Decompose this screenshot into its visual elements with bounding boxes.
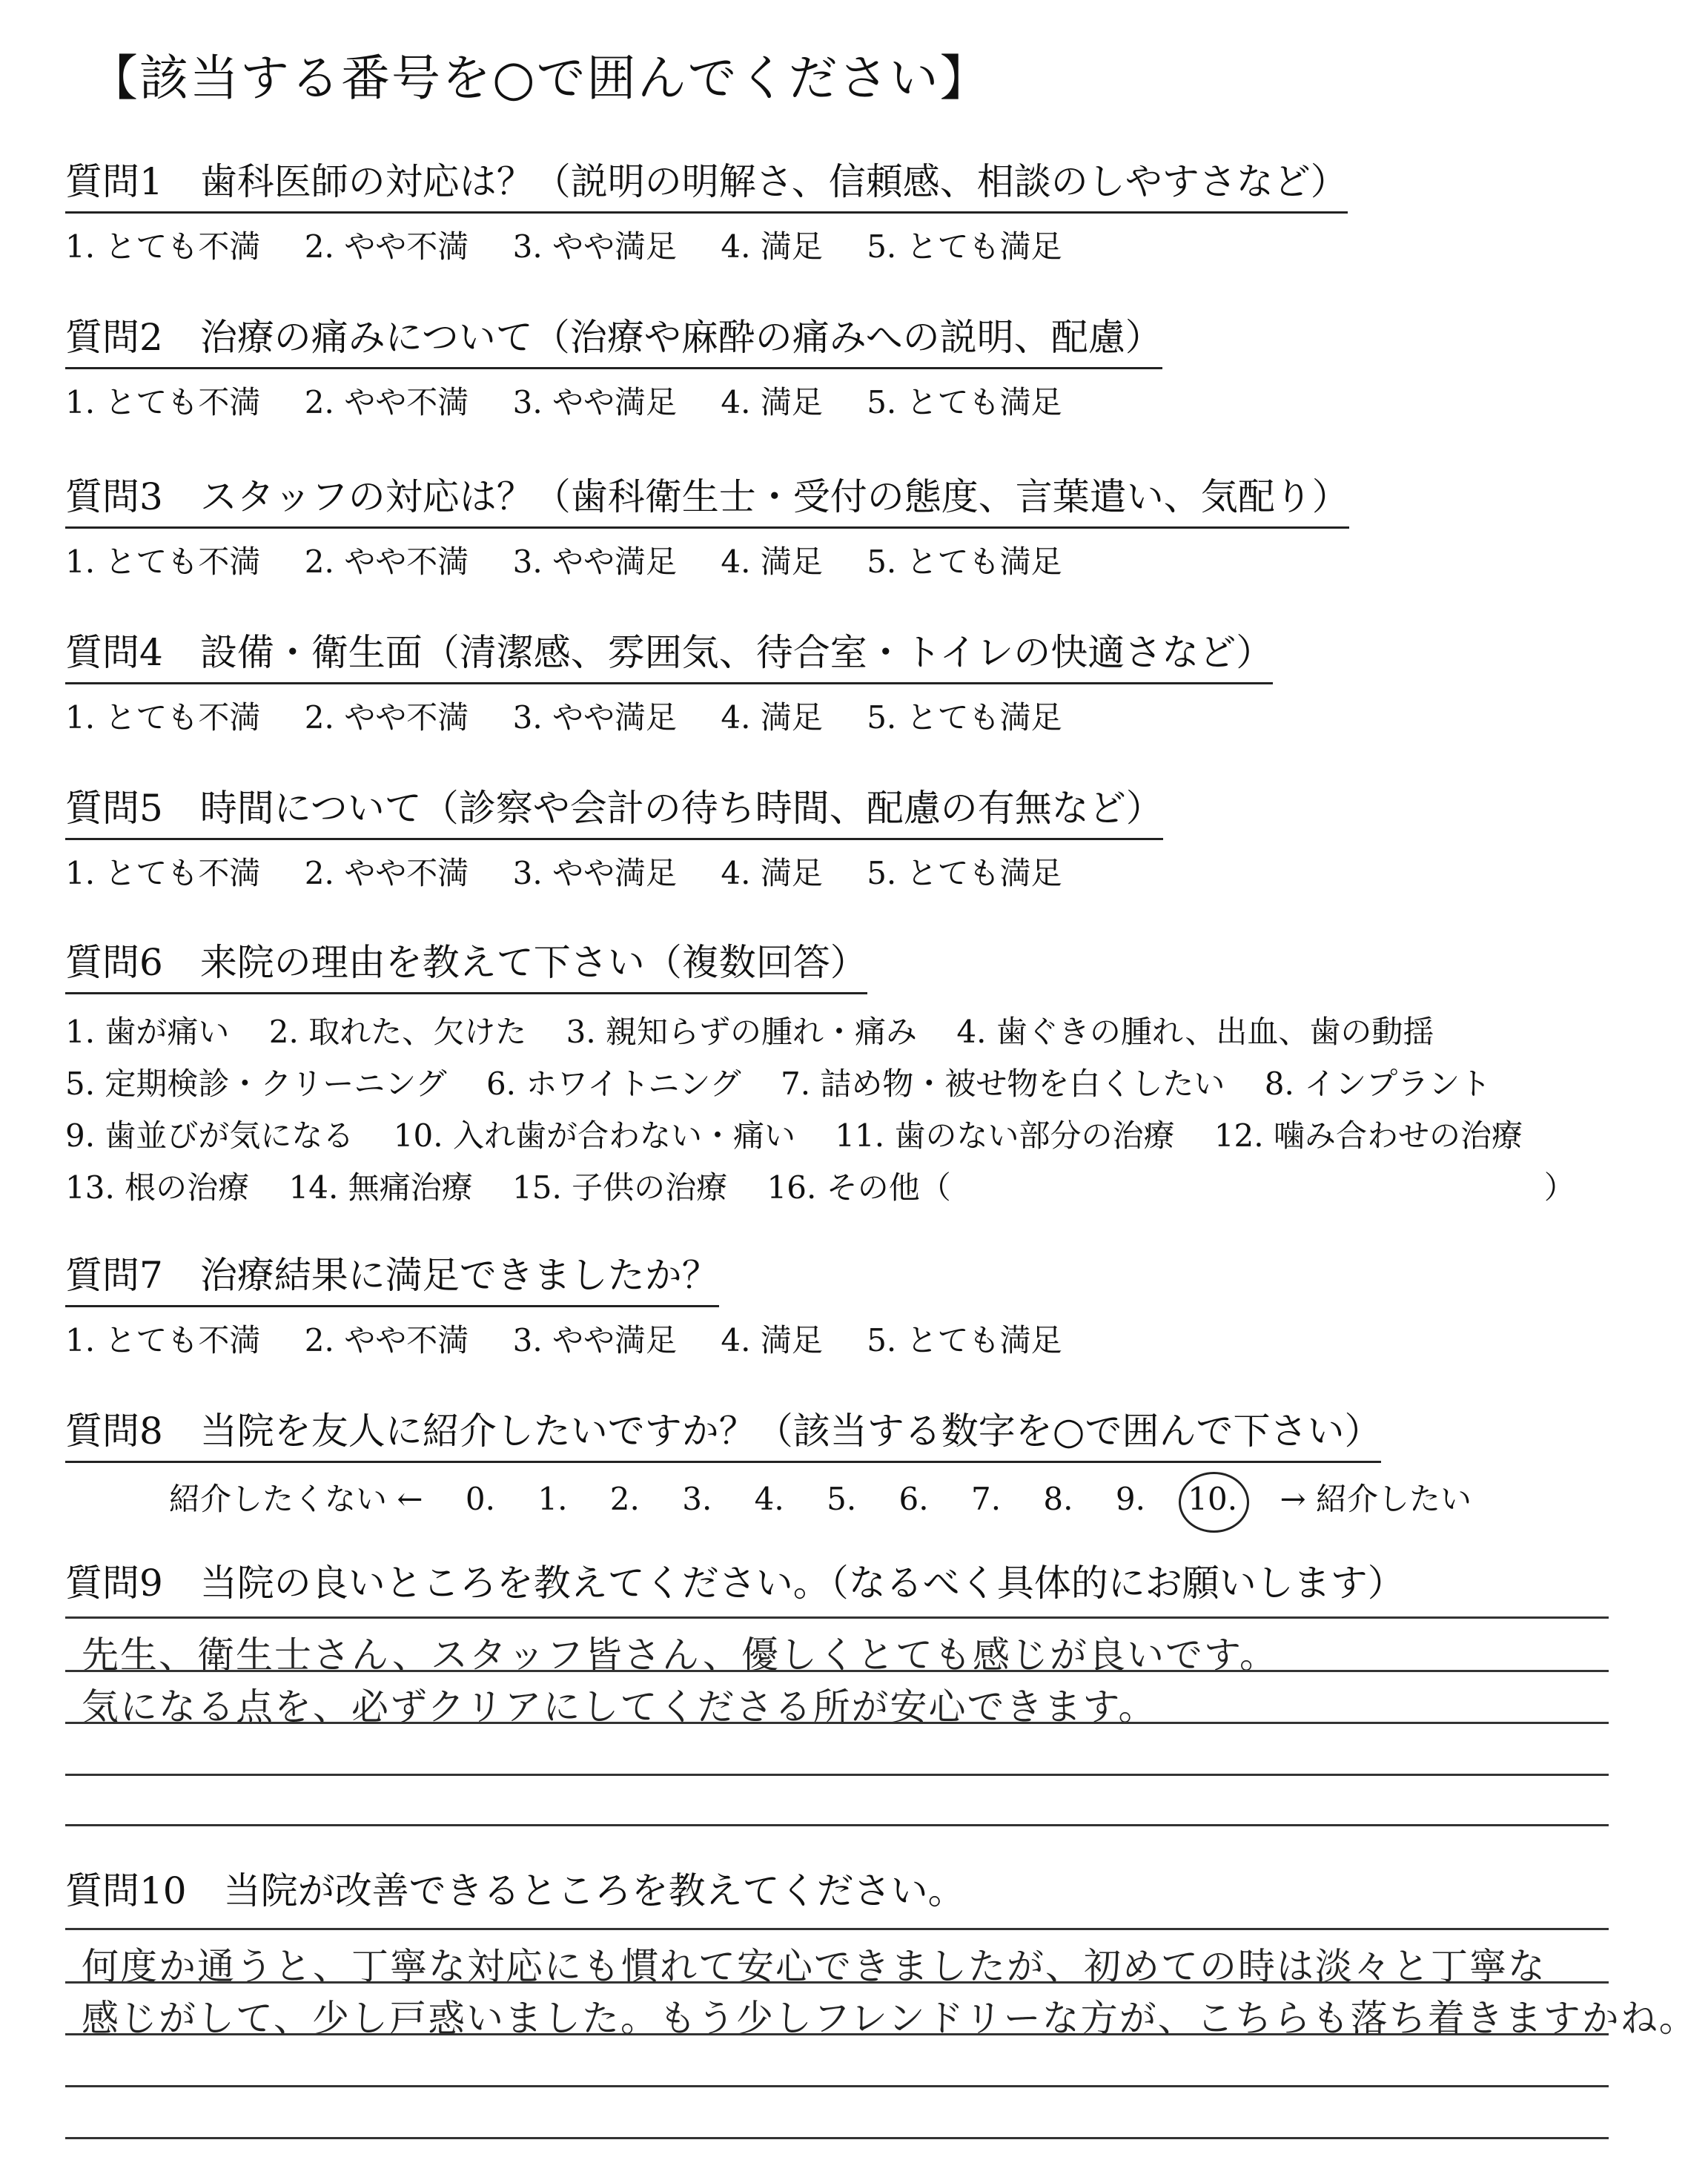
- question-8-heading: [65, 1401, 1381, 1463]
- options-line-2: [65, 1058, 1575, 1110]
- question-10: [65, 1861, 965, 1920]
- scale-point-9[interactable]: 9.: [1115, 1481, 1145, 1517]
- options-row: [65, 1316, 1096, 1361]
- option-15-selected[interactable]: 15. 子供の治療: [512, 1169, 728, 1206]
- option-12[interactable]: 12. 噛み合わせの治療: [1214, 1117, 1523, 1154]
- scale-right-label: → 紹介したい: [1280, 1481, 1472, 1517]
- answer-line: [65, 1774, 1609, 1776]
- option-3[interactable]: 3. やや満足: [512, 384, 678, 420]
- scale-point-5[interactable]: 5.: [827, 1481, 857, 1517]
- option-6[interactable]: 6. ホワイトニング: [486, 1066, 741, 1102]
- options-row: [65, 538, 1349, 582]
- option-2[interactable]: 2. やや不満: [304, 228, 469, 265]
- question-text: 時間について（診察や会計の待ち時間、配慮の有無など）: [199, 787, 1163, 830]
- option-2[interactable]: 2. やや不満: [304, 384, 469, 420]
- scale-point-2[interactable]: 2.: [609, 1481, 640, 1517]
- question-text: 当院が改善できるところを教えてください。: [223, 1869, 965, 1912]
- question-number: 質問9: [65, 1562, 163, 1605]
- answer-line: [65, 1981, 1609, 1984]
- scale-point-0[interactable]: 0.: [465, 1481, 495, 1517]
- options-row: [65, 849, 1163, 894]
- question-number: 質問4: [65, 631, 163, 674]
- option-2[interactable]: 2. 取れた、欠けた: [268, 1014, 527, 1050]
- question-number: 質問8: [65, 1410, 163, 1453]
- question-6-heading: [65, 933, 867, 994]
- option-2[interactable]: 2. やや不満: [304, 699, 469, 736]
- option-4[interactable]: 4. 歯ぐきの腫れ、出血、歯の動揺: [956, 1014, 1434, 1050]
- question-number: 質問3: [65, 475, 163, 518]
- question-1-heading: [65, 152, 1348, 214]
- question-text: 当院の良いところを教えてください。（なるべく具体的にお願いします）: [199, 1562, 1405, 1605]
- option-5-selected[interactable]: 5. 定期検診・クリーニング: [65, 1066, 447, 1102]
- question-number: 質問7: [65, 1254, 163, 1297]
- question-text: 治療の痛みについて（治療や麻酔の痛みへの説明、配慮）: [199, 316, 1162, 359]
- option-3[interactable]: 3. やや満足: [512, 544, 678, 580]
- answer-line: [65, 2033, 1609, 2035]
- handwritten-answer-line-1: 先生、衛生士さん、スタッフ皆さん、優しくとても感じが良いです。: [82, 1634, 1278, 1677]
- answer-line: [65, 1824, 1609, 1826]
- option-10[interactable]: 10. 入れ歯が合わない・痛い: [393, 1117, 795, 1154]
- option-4[interactable]: 4. 満足: [721, 384, 823, 420]
- option-7[interactable]: 7. 詰め物・被せ物を白くしたい: [780, 1066, 1225, 1102]
- option-3[interactable]: 3. 親知らずの腫れ・痛み: [566, 1014, 918, 1050]
- question-4: [65, 623, 1273, 738]
- question-6: [65, 933, 1575, 1214]
- question-2-heading: [65, 308, 1162, 369]
- options-row: [65, 378, 1162, 423]
- question-2: [65, 308, 1162, 423]
- option-9[interactable]: 9. 歯並びが気になる: [65, 1117, 354, 1154]
- answer-line: [65, 1616, 1609, 1619]
- option-3[interactable]: 3. やや満足: [512, 855, 678, 891]
- handwritten-answer-line-2: 気になる点を、必ずクリアにしてくださる所が安心できます。: [82, 1685, 1157, 1728]
- question-3-heading: [65, 467, 1349, 529]
- question-text: 設備・衛生面（清潔感、雰囲気、待合室・トイレの快適さなど）: [199, 631, 1274, 674]
- option-2[interactable]: 2. やや不満: [304, 855, 469, 891]
- option-4-selected[interactable]: 4. 満足: [721, 1322, 823, 1358]
- question-5: [65, 779, 1163, 894]
- scale-point-8[interactable]: 8.: [1043, 1481, 1073, 1517]
- option-3[interactable]: 3. やや満足: [512, 228, 678, 265]
- option-5-selected[interactable]: 5. とても満足: [867, 384, 1062, 420]
- question-text: 来院の理由を教えて下さい（複数回答）: [199, 941, 867, 984]
- option-16[interactable]: 16. その他（: [767, 1169, 951, 1206]
- question-text: 治療結果に満足できましたか？: [199, 1254, 719, 1297]
- option-5-selected[interactable]: 5. とても満足: [867, 699, 1062, 736]
- option-4-selected[interactable]: 4. 満足: [721, 228, 823, 265]
- option-4[interactable]: 4. 満足: [721, 544, 823, 580]
- question-text: 歯科医師の対応は？（説明の明解さ、信頼感、相談のしやすさなど）: [199, 160, 1348, 203]
- option-1[interactable]: 1. とても不満: [65, 1322, 261, 1358]
- option-8[interactable]: 8. インプラント: [1264, 1066, 1492, 1102]
- option-11[interactable]: 11. 歯のない部分の治療: [835, 1117, 1175, 1154]
- scale-point-4[interactable]: 4.: [754, 1481, 784, 1517]
- option-5[interactable]: 5. とても満足: [867, 1322, 1062, 1358]
- answer-line: [65, 1722, 1609, 1724]
- scale-left-label: 紹介したくない ←: [169, 1481, 423, 1517]
- scale-point-1[interactable]: 1.: [537, 1481, 568, 1517]
- option-1[interactable]: 1. とても不満: [65, 228, 261, 265]
- options-line-1: [65, 1006, 1575, 1058]
- option-1[interactable]: 1. とても不満: [65, 384, 261, 420]
- options-line-4: [65, 1162, 1575, 1214]
- multi-options: [65, 1006, 1575, 1214]
- question-text: スタッフの対応は？（歯科衛生士・受付の態度、言葉遣い、気配り）: [199, 475, 1349, 518]
- question-number: 質問10: [65, 1869, 187, 1912]
- option-4-selected[interactable]: 4. 満足: [721, 855, 823, 891]
- question-number: 質問2: [65, 316, 163, 359]
- scale-point-7[interactable]: 7.: [970, 1481, 1002, 1517]
- answer-line: [65, 2137, 1609, 2139]
- answer-line: [65, 1670, 1609, 1672]
- question-9-heading: [65, 1553, 1405, 1613]
- scale-point-6[interactable]: 6.: [898, 1481, 929, 1517]
- handwritten-answer-line-1: 何度か通うと、丁寧な対応にも慣れて安心できましたが、初めての時は淡々と丁寧な: [82, 1945, 1546, 1988]
- question-1: [65, 152, 1348, 267]
- option-1[interactable]: 1. とても不満: [65, 855, 261, 891]
- option-5-selected[interactable]: 5. とても満足: [867, 228, 1062, 265]
- question-5-heading: [65, 779, 1163, 840]
- question-7: [65, 1246, 1096, 1361]
- option-1[interactable]: 1. 歯が痛い: [65, 1014, 230, 1050]
- option-4[interactable]: 4. 満足: [721, 699, 823, 736]
- option-3[interactable]: 3. やや満足: [512, 1322, 678, 1358]
- answer-line: [65, 1928, 1609, 1930]
- recommend-scale: [65, 1475, 1504, 1519]
- option-3[interactable]: 3. やや満足: [512, 699, 678, 736]
- scale-point-10-selected[interactable]: 10.: [1188, 1481, 1238, 1517]
- scale-point-3[interactable]: 3.: [682, 1481, 712, 1517]
- options-row: [65, 693, 1273, 738]
- question-10-heading: [65, 1861, 965, 1920]
- options-row: [65, 222, 1348, 267]
- question-number: 質問1: [65, 160, 163, 203]
- handwritten-answer-line-2: 感じがして、少し戸惑いました。もう少しフレンドリーな方が、こちらも落ち着きますかね。: [82, 1997, 1698, 2040]
- answer-line: [65, 2085, 1609, 2087]
- question-4-heading: [65, 623, 1273, 684]
- option-5-selected[interactable]: 5. とても満足: [867, 544, 1062, 580]
- option-2[interactable]: 2. やや不満: [304, 544, 469, 580]
- question-7-heading: [65, 1246, 719, 1307]
- question-number: 質問5: [65, 787, 163, 830]
- question-3: [65, 467, 1349, 582]
- question-text: 当院を友人に紹介したいですか？（該当する数字を○で囲んで下さい）: [199, 1410, 1382, 1453]
- option-14[interactable]: 14. 無痛治療: [288, 1169, 473, 1206]
- option-5[interactable]: 5. とても満足: [867, 855, 1062, 891]
- question-8: [65, 1401, 1504, 1519]
- option-1[interactable]: 1. とても不満: [65, 699, 261, 736]
- option-13-selected[interactable]: 13. 根の治療: [65, 1169, 250, 1206]
- page-title: 【該当する番号を○で囲んでください】: [89, 50, 990, 107]
- option-2[interactable]: 2. やや不満: [304, 1322, 469, 1358]
- other-close-paren: ）: [1543, 1169, 1575, 1206]
- option-1[interactable]: 1. とても不満: [65, 544, 261, 580]
- question-9: [65, 1553, 1405, 1613]
- options-line-3: [65, 1110, 1575, 1162]
- question-number: 質問6: [65, 941, 163, 984]
